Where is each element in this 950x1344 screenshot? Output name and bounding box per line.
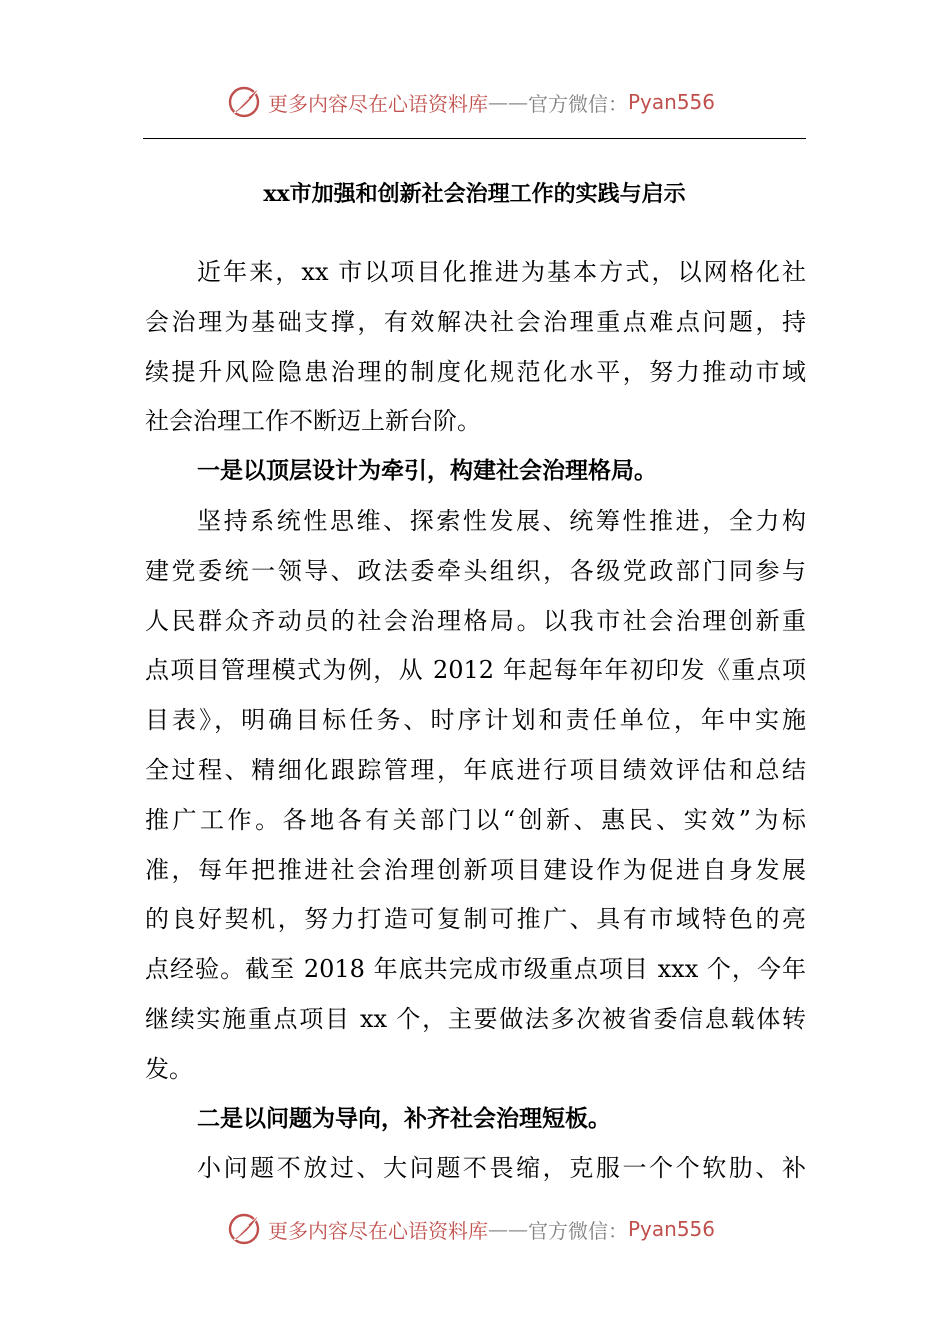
quill-logo-icon <box>228 1212 262 1246</box>
paragraph-line: 人民群众齐动员的社会治理格局。以我市社会治理创新重 <box>145 606 806 635</box>
header-divider <box>143 138 806 139</box>
paragraph-line: 续提升风险隐患治理的制度化规范化水平，努力推动市域 <box>145 357 806 386</box>
section-heading: 二是以问题为导向，补齐社会治理短板。 <box>197 1105 611 1132</box>
banner-wechat-label: 官方微信： <box>528 1218 628 1243</box>
section-heading: 一是以顶层设计为牵引，构建社会治理格局。 <box>197 458 657 485</box>
banner-text: 更多内容尽在心语资料库 <box>268 1218 488 1243</box>
paragraph-line: 社会治理工作不断迈上新台阶。 <box>145 407 481 436</box>
document-title: xx市加强和创新社会治理工作的实践与启示 <box>263 181 686 207</box>
banner-text: 更多内容尽在心语资料库 <box>268 91 488 116</box>
paragraph-line: 全过程、精细化跟踪管理，年底进行项目绩效评估和总结 <box>145 755 806 784</box>
paragraph-line: 目表》，明确目标任务、时序计划和责任单位，年中实施 <box>145 706 806 735</box>
paragraph-line: 建党委统一领导、政法委牵头组织，各级党政部门同参与 <box>145 556 806 585</box>
paragraph-line: 点项目管理模式为例，从 2012 年起每年年初印发《重点项 <box>145 656 806 685</box>
banner-separator: —— <box>488 1217 528 1241</box>
paragraph-line: 会治理为基础支撑，有效解决社会治理重点难点问题，持 <box>145 307 806 336</box>
banner-wechat-id: Pyan556 <box>628 90 716 114</box>
paragraph-line: 发。 <box>145 1054 193 1083</box>
paragraph-line: 近年来，xx 市以项目化推进为基本方式，以网格化社 <box>197 258 806 286</box>
paragraph-line: 推广工作。各地各有关部门以“创新、惠民、实效”为标 <box>145 805 806 834</box>
banner-wechat-label: 官方微信： <box>528 91 628 116</box>
footer-banner <box>228 1209 715 1249</box>
header-banner <box>228 82 715 122</box>
paragraph-line: 小问题不放过、大问题不畏缩，克服一个个软肋、补 <box>197 1154 806 1183</box>
banner-separator: —— <box>488 90 528 114</box>
paragraph-line: 坚持系统性思维、探索性发展、统筹性推进，全力构 <box>197 506 806 535</box>
paragraph-line: 继续实施重点项目 xx 个，主要做法多次被省委信息载体转 <box>145 1004 806 1033</box>
paragraph-line: 点经验。截至 2018 年底共完成市级重点项目 xxx 个，今年 <box>145 955 806 984</box>
document-body <box>145 248 806 1194</box>
banner-wechat-id: Pyan556 <box>628 1217 716 1241</box>
quill-logo-icon <box>228 85 262 119</box>
paragraph-line: 准，每年把推进社会治理创新项目建设作为促进自身发展 <box>145 855 806 884</box>
paragraph-line: 的良好契机，努力打造可复制可推广、具有市域特色的亮 <box>145 905 806 934</box>
